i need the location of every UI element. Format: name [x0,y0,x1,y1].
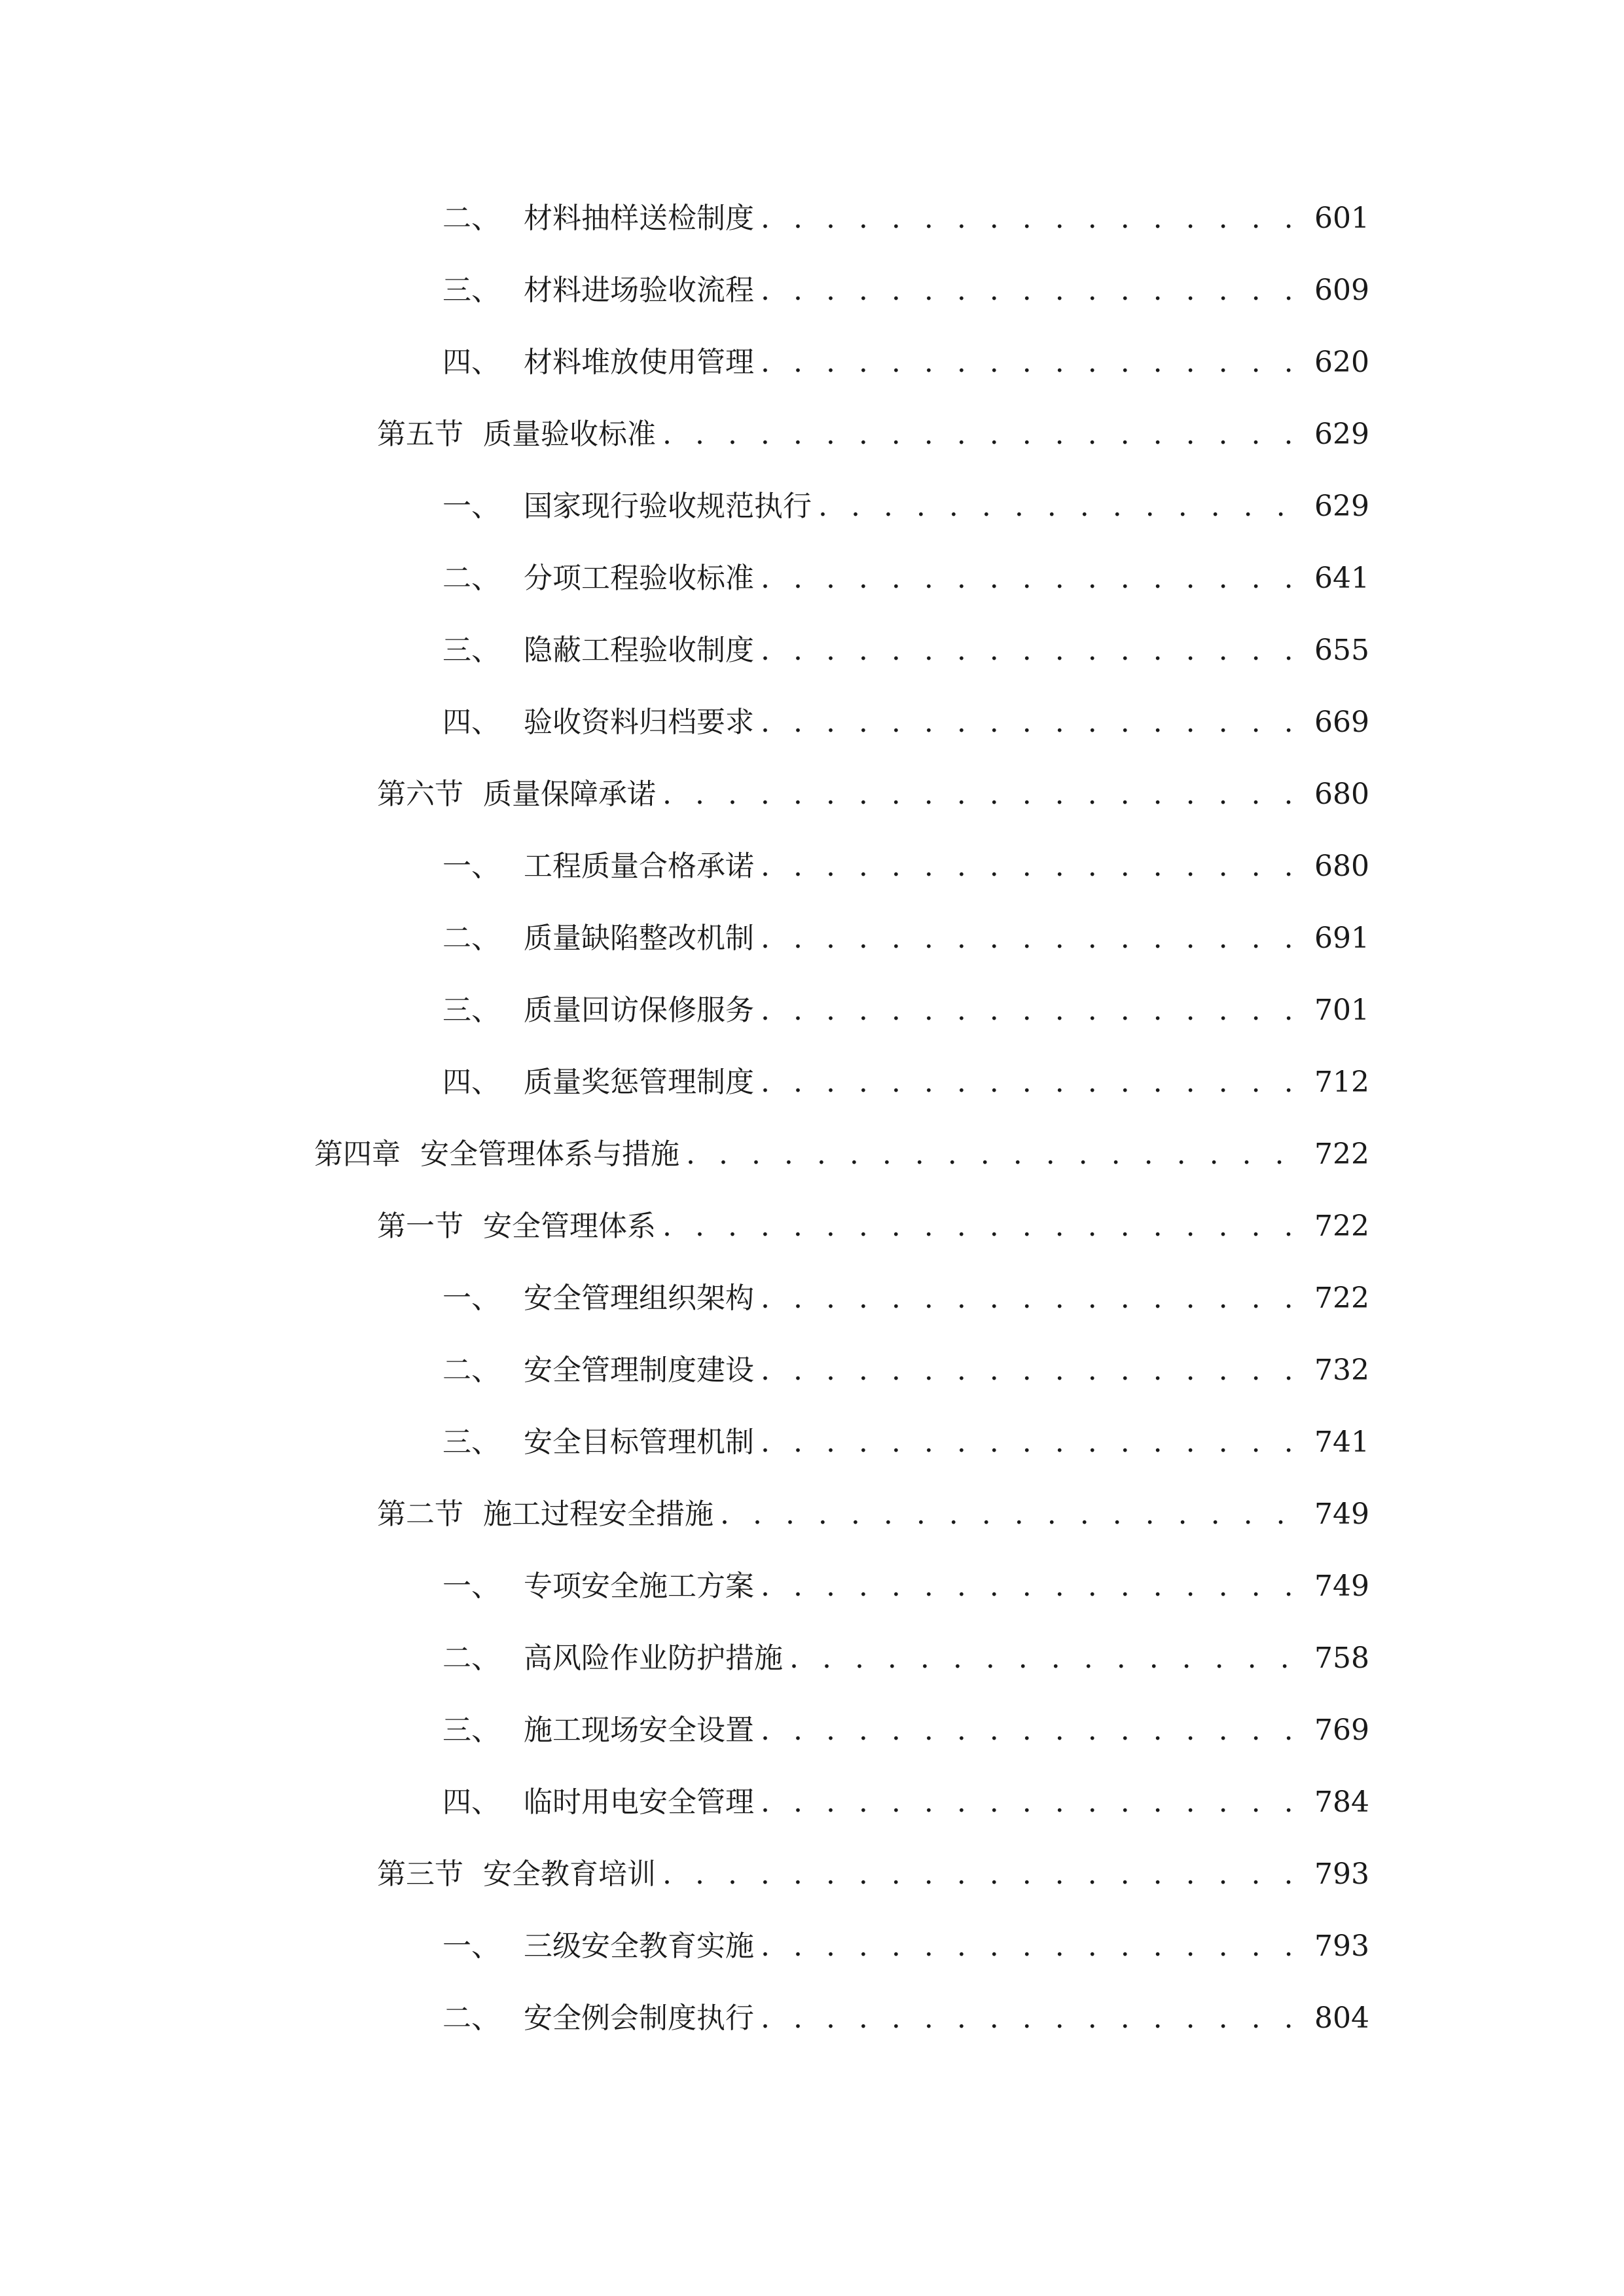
toc-entry[interactable] [442,1992,1369,2045]
toc-entry-number: 三、 [442,634,500,667]
toc-entry-page: 758 [1314,1641,1369,1675]
toc-entry-page: 669 [1314,706,1369,739]
toc-entry-number: 第二节 [377,1498,463,1531]
toc-entry[interactable] [442,1056,1369,1109]
toc-entry[interactable] [442,1344,1369,1397]
toc-entry-page: 629 [1314,418,1369,451]
toc-entry-title: 临时用电安全管理 [524,1785,754,1819]
toc-dot-leader [761,1272,1305,1325]
toc-entry-page: 609 [1314,274,1369,307]
toc-entry-page: 741 [1314,1426,1369,1459]
toc-entry-page: 641 [1314,562,1369,595]
toc-entry[interactable] [442,624,1369,677]
toc-dot-leader [761,1992,1305,2045]
toc-entry-number: 二、 [442,562,500,595]
toc-entry[interactable] [314,1128,1369,1181]
toc-entry-number: 三、 [442,1426,500,1459]
toc-entry[interactable] [442,480,1369,533]
toc-dot-leader [662,408,1305,461]
toc-entry-title: 安全目标管理机制 [524,1426,754,1459]
toc-dot-leader [761,1560,1305,1613]
toc-entry[interactable] [442,336,1369,389]
toc-entry-number: 第六节 [377,778,463,811]
toc-entry-page: 732 [1314,1354,1369,1387]
toc-entry-page: 784 [1314,1785,1369,1819]
toc-dot-leader [761,624,1305,677]
toc-dot-leader [818,480,1305,533]
toc-entry[interactable] [442,1272,1369,1325]
toc-entry-title: 材料抽样送检制度 [524,202,754,235]
toc-entry-page: 691 [1314,922,1369,955]
toc-dot-leader [720,1488,1305,1541]
toc-entry-page: 601 [1314,202,1369,235]
toc-entry-page: 680 [1314,850,1369,883]
toc-entry[interactable] [442,1704,1369,1757]
toc-entry-page: 769 [1314,1713,1369,1747]
toc-entry-number: 二、 [442,202,500,235]
toc-entry[interactable] [442,264,1369,317]
toc-entry-page: 749 [1314,1570,1369,1603]
toc-dot-leader [662,1200,1305,1253]
toc-entry-number: 第五节 [377,418,463,451]
toc-entry-title: 国家现行验收规范执行 [524,490,812,523]
toc-entry-page: 722 [1314,1210,1369,1243]
toc-entry-number: 一、 [442,1929,500,1963]
toc-entry-number: 二、 [442,1641,500,1675]
toc-entry-title: 分项工程验收标准 [524,562,754,595]
toc-entry[interactable] [442,1920,1369,1973]
toc-entry-number: 第一节 [377,1210,463,1243]
toc-entry-page: 680 [1314,778,1369,811]
toc-entry[interactable] [442,1632,1369,1685]
toc-entry-title: 质量缺陷整改机制 [524,922,754,955]
toc-dot-leader [761,1776,1305,1829]
toc-dot-leader [761,1416,1305,1469]
toc-entry-number: 一、 [442,1282,500,1315]
toc-entry-number: 一、 [442,1570,500,1603]
toc-entry[interactable] [377,1848,1369,1901]
toc-entry[interactable] [442,696,1369,749]
toc-entry[interactable] [442,912,1369,965]
toc-entry[interactable] [442,192,1369,245]
toc-entry-title: 施工过程安全措施 [483,1498,713,1531]
toc-entry-number: 第三节 [377,1857,463,1891]
toc-dot-leader [761,552,1305,605]
toc-entry-page: 620 [1314,346,1369,379]
toc-dot-leader [761,840,1305,893]
toc-entry-title: 安全管理体系与措施 [420,1138,679,1171]
toc-entry-number: 三、 [442,274,500,307]
toc-dot-leader [761,696,1305,749]
toc-entry-title: 材料进场验收流程 [524,274,754,307]
toc-entry[interactable] [442,552,1369,605]
toc-entry[interactable] [377,1200,1369,1253]
toc-entry[interactable] [442,984,1369,1037]
toc-dot-leader [761,912,1305,965]
toc-dot-leader [761,1920,1305,1973]
toc-entry-page: 722 [1314,1138,1369,1171]
toc-entry-number: 第四章 [314,1138,401,1171]
toc-entry-page: 804 [1314,2001,1369,2035]
toc-entry-number: 四、 [442,1785,500,1819]
toc-dot-leader [761,264,1305,317]
toc-entry-title: 高风险作业防护措施 [524,1641,783,1675]
toc-dot-leader [761,984,1305,1037]
toc-entry-title: 隐蔽工程验收制度 [524,634,754,667]
toc-entry-title: 安全管理制度建设 [524,1354,754,1387]
toc-entry-title: 质量保障承诺 [483,778,656,811]
toc-dot-leader [686,1128,1305,1181]
toc-entry-number: 一、 [442,850,500,883]
toc-entry-number: 四、 [442,346,500,379]
toc-entry-page: 793 [1314,1857,1369,1891]
toc-entry-title: 安全管理组织架构 [524,1282,754,1315]
toc-entry-page: 722 [1314,1282,1369,1315]
toc-entry-title: 专项安全施工方案 [524,1570,754,1603]
toc-entry-title: 质量验收标准 [483,418,656,451]
toc-entry-number: 二、 [442,2001,500,2035]
toc-entry-page: 793 [1314,1929,1369,1963]
toc-dot-leader [761,336,1305,389]
toc-entry[interactable] [442,1776,1369,1829]
toc-entry-title: 验收资料归档要求 [524,706,754,739]
toc-entry-number: 一、 [442,490,500,523]
toc-entry-title: 安全管理体系 [483,1210,656,1243]
toc-entry-title: 质量奖惩管理制度 [524,1066,754,1099]
toc-entry-number: 二、 [442,1354,500,1387]
toc-entry[interactable] [377,1488,1369,1541]
toc-dot-leader [662,1848,1305,1901]
toc-entry-number: 三、 [442,1713,500,1747]
toc-entry-number: 四、 [442,1066,500,1099]
toc-entry-title: 材料堆放使用管理 [524,346,754,379]
toc-entry-page: 712 [1314,1066,1369,1099]
toc-entry-title: 工程质量合格承诺 [524,850,754,883]
toc-entry-number: 三、 [442,994,500,1027]
toc-entry-number: 四、 [442,706,500,739]
toc-entry[interactable] [377,408,1369,461]
toc-entry-title: 质量回访保修服务 [524,994,754,1027]
toc-entry-title: 三级安全教育实施 [524,1929,754,1963]
toc-entry-title: 施工现场安全设置 [524,1713,754,1747]
toc-entry[interactable] [442,840,1369,893]
toc-entry-page: 655 [1314,634,1369,667]
toc-entry-title: 安全教育培训 [483,1857,656,1891]
toc-dot-leader [789,1632,1305,1685]
toc-dot-leader [761,1344,1305,1397]
toc-dot-leader [761,1704,1305,1757]
toc-entry-page: 701 [1314,994,1369,1027]
toc-entry-page: 749 [1314,1498,1369,1531]
toc-entry-page: 629 [1314,490,1369,523]
toc-entry[interactable] [442,1560,1369,1613]
toc-entry[interactable] [442,1416,1369,1469]
toc-entry-number: 二、 [442,922,500,955]
toc-entry[interactable] [377,768,1369,821]
toc-dot-leader [761,1056,1305,1109]
toc-entry-title: 安全例会制度执行 [524,2001,754,2035]
toc-dot-leader [662,768,1305,821]
toc-dot-leader [761,192,1305,245]
